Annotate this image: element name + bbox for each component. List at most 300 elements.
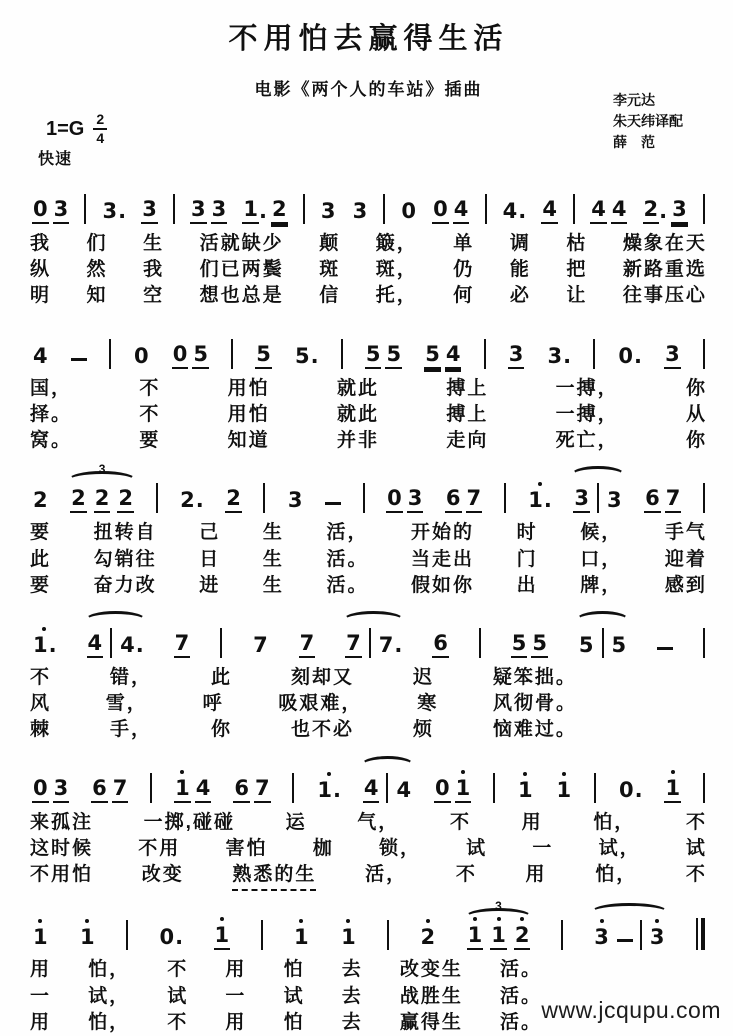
lyric-row <box>30 257 707 283</box>
octave-dot <box>461 770 465 774</box>
note-number: 0 <box>32 199 49 224</box>
lyric-cell: 要 <box>30 522 52 544</box>
note-number: 1 <box>33 632 48 657</box>
note-number: 2 <box>420 925 436 950</box>
lyric-row <box>30 402 707 428</box>
lyric-cell: 牌， <box>580 574 623 596</box>
note <box>32 775 49 803</box>
lyric-cell: 吸艰难， <box>278 693 363 715</box>
lyric-cell: 然 <box>86 259 108 281</box>
lyric-cell: 用怕 <box>227 377 270 399</box>
note <box>546 343 572 369</box>
beam-group <box>172 341 209 369</box>
note <box>590 199 607 224</box>
lyric-cell: 一掷,碰碰 <box>143 811 235 833</box>
note-number: 5 <box>385 344 402 369</box>
note <box>255 341 272 369</box>
lyric-cell: 不 <box>30 666 52 688</box>
lyric-cell: 活。 <box>499 985 542 1007</box>
augmentation-dot: . <box>543 488 552 513</box>
augmentation-dot: . <box>634 777 643 802</box>
note-number: 4 <box>611 199 628 224</box>
note-number: 7 <box>345 633 362 658</box>
lyric-cell: 不 <box>449 811 471 833</box>
lyric-row <box>30 862 707 891</box>
beam-group <box>365 341 402 369</box>
note <box>293 927 310 950</box>
note-number: 1 <box>33 925 48 950</box>
note-number: 0 <box>618 343 633 368</box>
note-number: 2 <box>643 199 660 224</box>
slur-group <box>578 628 627 658</box>
note-number: 1 <box>341 925 356 950</box>
slur-group <box>363 773 412 803</box>
lyric-cell: 不用 <box>138 837 181 859</box>
note <box>432 199 449 224</box>
note <box>320 201 337 224</box>
barline <box>640 920 642 950</box>
note-number: 3 <box>102 199 118 223</box>
lyric-row <box>30 283 707 309</box>
lyric-cell: 候， <box>580 522 623 544</box>
lyric-cell: 调 <box>509 233 531 254</box>
lyric-cell: 试 <box>283 985 305 1007</box>
note <box>643 199 668 224</box>
note <box>664 775 681 803</box>
note <box>179 490 204 513</box>
lyric-cell: 用 <box>30 1011 52 1033</box>
note-number: 5 <box>511 633 528 658</box>
lyric-cell: 战胜生 <box>399 985 463 1007</box>
augmentation-dot: . <box>332 777 341 802</box>
note-number: 5 <box>192 344 209 369</box>
lyric-cell: 活。 <box>326 548 369 570</box>
barline <box>597 483 599 513</box>
barline <box>383 194 385 224</box>
note <box>407 488 424 513</box>
barline <box>703 339 705 369</box>
lyric-cell: 活就缺少 <box>199 233 284 254</box>
lyric-cell: 用 <box>225 959 247 981</box>
lyric-cell: 生 <box>262 522 284 544</box>
barline <box>261 920 263 950</box>
triplet-number: 3 <box>495 899 502 914</box>
lyric-cell: 用怕 <box>227 403 270 425</box>
octave-dot <box>520 917 524 921</box>
note-number: 0 <box>386 488 403 513</box>
lyric-cell: 怕 <box>283 959 305 981</box>
note-number: 1 <box>518 777 533 802</box>
beam-group <box>242 199 287 224</box>
note <box>345 630 362 658</box>
lyric-cell: 活。 <box>499 959 542 981</box>
barline <box>303 194 305 224</box>
note-number: 0 <box>434 778 451 803</box>
lyric-cell: 试， <box>88 985 131 1007</box>
note <box>514 925 531 950</box>
octave-dot <box>655 919 659 923</box>
note <box>190 199 207 224</box>
barline <box>220 628 222 658</box>
note-number: 2 <box>180 488 195 513</box>
note <box>386 488 403 513</box>
lyric-cell: 们 <box>86 233 108 254</box>
score-meta <box>30 92 707 168</box>
note <box>611 199 628 224</box>
lyric-cell: 出 <box>516 574 538 596</box>
note <box>352 201 369 224</box>
barline <box>369 628 371 658</box>
notation-line <box>30 170 707 231</box>
lyric-cell: 生 <box>262 548 284 570</box>
note-number: 7 <box>112 778 129 803</box>
note <box>365 341 382 369</box>
lyric-cell: 一 <box>532 837 554 859</box>
lyric-cell: 新路重选 <box>622 259 707 281</box>
note-number: 3 <box>573 488 590 513</box>
note <box>91 775 108 803</box>
note-number: 1 <box>664 778 681 803</box>
notation-line <box>30 749 707 810</box>
lyric-cell: 此 <box>30 548 52 570</box>
lyric-cell: 就此 <box>336 377 379 399</box>
note-number: 4 <box>590 199 607 224</box>
note <box>53 199 70 224</box>
lyric-cell: 不 <box>455 864 477 886</box>
slur-group <box>345 628 402 658</box>
note <box>214 925 231 950</box>
lyric-row <box>30 665 707 691</box>
lyric-cell: 必 <box>509 285 531 307</box>
lyric-cell: 疑笨拙。 <box>492 666 577 688</box>
lyric-cell: 活。 <box>326 574 369 596</box>
note-number: 6 <box>445 488 462 513</box>
lyric-row <box>30 547 707 573</box>
note-number: 2 <box>225 488 242 513</box>
lyric-cell: 一 <box>225 985 247 1007</box>
note <box>400 201 417 224</box>
lyric-row <box>30 376 707 402</box>
lyric-cell: 你 <box>685 430 707 452</box>
note-number: 3 <box>508 344 525 369</box>
barline <box>231 339 233 369</box>
lyric-cell: 一搏， <box>555 377 619 399</box>
note <box>32 927 49 950</box>
lyric-cell: 锁， <box>378 837 421 859</box>
triplet-number: 3 <box>98 462 106 477</box>
lyric-cell: 枯 <box>566 233 588 254</box>
note-number: 1 <box>556 777 572 802</box>
note <box>242 199 267 224</box>
credits-block <box>613 90 683 153</box>
credit-line: 薛 范 <box>613 134 655 150</box>
lyric-cell: 此 <box>210 666 232 688</box>
augmentation-dot: . <box>310 343 319 368</box>
note <box>211 199 228 224</box>
augmentation-dot: . <box>195 488 204 513</box>
music-system-1 <box>30 170 707 310</box>
note <box>32 199 49 224</box>
lyric-cell: 去 <box>341 1011 363 1033</box>
lyric-cell: 纵 <box>30 259 52 281</box>
octave-dot <box>497 917 501 921</box>
barline <box>386 773 388 803</box>
lyric-cell: 不 <box>167 1011 189 1033</box>
lyric-cell: 用 <box>521 811 543 833</box>
octave-dot <box>538 482 542 486</box>
lyric-cell: 把 <box>566 259 588 281</box>
lyric-cell: 死亡， <box>555 430 619 452</box>
octave-dot <box>426 919 430 923</box>
augmentation-dot: . <box>563 343 572 368</box>
lyric-cell: 国， <box>30 377 73 399</box>
lyric-cell: 手气 <box>664 522 707 544</box>
octave-dot <box>180 770 184 774</box>
barline <box>479 628 481 658</box>
note <box>466 488 483 513</box>
note <box>671 199 688 224</box>
note-number: 4 <box>33 343 48 368</box>
note <box>541 199 558 224</box>
lyric-cell: 生 <box>262 574 284 596</box>
lyric-cell: 搏上 <box>446 403 489 425</box>
slur-group <box>87 628 144 658</box>
lyric-cell: 扭转自 <box>93 522 157 544</box>
note-number: 6 <box>91 778 108 803</box>
lyric-cell: 己 <box>199 522 221 544</box>
note-number: 4 <box>396 777 412 802</box>
lyric-cell: 试， <box>598 837 641 859</box>
lyric-cell: 用 <box>30 959 52 981</box>
note-number: 1 <box>214 925 231 950</box>
barline <box>363 483 365 513</box>
beam-group <box>190 199 227 224</box>
note <box>233 775 250 803</box>
note-number: 5 <box>255 344 272 369</box>
lyric-cell: 斑 <box>319 259 341 281</box>
note-number: 2 <box>94 488 111 513</box>
note <box>117 488 134 513</box>
note <box>119 632 144 658</box>
note-number: 2 <box>514 925 531 950</box>
lyric-cell: 簸， <box>375 233 418 254</box>
beam-group <box>511 630 548 658</box>
note <box>527 490 552 513</box>
lyric-cell: 斑， <box>375 259 418 281</box>
beam-group <box>643 199 688 224</box>
music-system-3 <box>30 459 707 599</box>
slur-group <box>593 920 665 950</box>
note <box>385 341 402 369</box>
lyric-cell: 气， <box>357 811 400 833</box>
note <box>420 927 437 950</box>
augmentation-dot: . <box>175 925 184 950</box>
lyric-row <box>30 836 707 862</box>
barline <box>387 920 389 950</box>
lyric-row <box>30 231 707 257</box>
note-number: 7 <box>299 633 316 658</box>
note-number: 1 <box>294 925 309 950</box>
note <box>287 490 304 513</box>
note-number: 4 <box>87 633 104 658</box>
song-subtitle: 电影《两个人的车站》插曲 <box>254 80 483 99</box>
beam-group <box>590 199 627 224</box>
lyric-cell: 用 <box>525 864 547 886</box>
note <box>32 490 49 513</box>
lyric-cell: 怕， <box>593 811 636 833</box>
note <box>271 199 288 224</box>
credit-line: 朱天纬译配 <box>613 113 683 129</box>
lyric-cell: 这时候 <box>30 837 94 859</box>
barline <box>292 773 294 803</box>
note-number: 7 <box>665 488 682 513</box>
lyric-cell: 迎着 <box>664 548 707 570</box>
note-number: 1 <box>317 777 332 802</box>
augmentation-dot: . <box>659 199 668 223</box>
note <box>593 927 610 950</box>
octave-dot <box>473 917 477 921</box>
lyric-cell: 口， <box>580 548 623 570</box>
note-number: 1 <box>242 199 259 224</box>
note-number: 6 <box>432 633 449 658</box>
lyric-cell: 能 <box>509 259 531 281</box>
note-number: 7 <box>466 488 483 513</box>
note-number: 4 <box>445 344 462 369</box>
barline <box>703 483 705 513</box>
note <box>53 775 70 803</box>
lyric-cell: 一 <box>30 985 52 1007</box>
note <box>159 927 184 950</box>
beam-group <box>174 775 211 803</box>
note-number: 2 <box>70 488 87 513</box>
note-number: 3 <box>287 488 303 513</box>
note-number: 1 <box>80 925 95 950</box>
barline <box>573 194 575 224</box>
lyric-cell: 日 <box>199 548 221 570</box>
note <box>101 201 126 224</box>
note <box>617 343 642 369</box>
lyric-cell: 开始的 <box>411 522 475 544</box>
note-number: 5 <box>578 632 594 657</box>
note <box>340 927 357 950</box>
note-number: 1 <box>490 925 507 950</box>
note <box>531 630 548 658</box>
lyric-cell: 从 <box>685 403 707 425</box>
note <box>192 341 209 369</box>
note <box>490 925 507 950</box>
credit-line: 李元达 <box>613 92 655 108</box>
note <box>87 630 104 658</box>
note-number: 3 <box>53 778 70 803</box>
note-number: 3 <box>407 488 424 513</box>
dash-note <box>617 939 633 942</box>
beam-group <box>32 199 69 224</box>
lyric-cell: 当走出 <box>411 548 475 570</box>
note <box>299 630 316 658</box>
note-number: 3 <box>594 925 609 950</box>
note <box>316 777 341 803</box>
lyric-cell: 假如你 <box>411 574 475 596</box>
note-number: 5 <box>611 632 627 657</box>
lyric-cell: 雪， <box>105 693 148 715</box>
note-number: 3 <box>664 344 681 369</box>
lyric-row <box>30 520 707 546</box>
final-barline <box>696 918 705 950</box>
lyric-cell: 窝。 <box>30 430 73 452</box>
octave-dot <box>523 772 527 776</box>
note <box>453 199 470 224</box>
lyric-cell: 运 <box>285 811 307 833</box>
note <box>195 775 212 803</box>
lyric-cell: 并非 <box>336 430 379 452</box>
lyric-cell: 活， <box>326 522 369 544</box>
note <box>618 777 643 803</box>
lyric-cell: 我 <box>143 259 165 281</box>
note-number: 2 <box>271 199 288 224</box>
lyric-cell: 风 <box>30 693 52 715</box>
note <box>363 775 380 803</box>
lyric-cell: 要 <box>30 574 52 596</box>
barline <box>602 628 604 658</box>
note <box>252 632 269 658</box>
octave-dot <box>346 919 350 923</box>
lyric-cell: 刻却又 <box>290 666 354 688</box>
note-number: 0 <box>32 778 49 803</box>
lyric-cell: 试 <box>167 985 189 1007</box>
augmentation-dot: . <box>259 199 267 223</box>
lyric-cell: 手， <box>109 719 152 741</box>
lyric-cell: 感到 <box>664 574 707 596</box>
note <box>445 488 462 513</box>
augmentation-dot: . <box>135 632 144 657</box>
note <box>174 775 191 803</box>
beam-group <box>233 775 270 803</box>
barline <box>126 920 128 950</box>
beam-group <box>445 488 482 513</box>
octave-dot <box>671 770 675 774</box>
lyric-cell: 空 <box>143 285 165 307</box>
note-number: 3 <box>671 199 688 224</box>
lyric-cell: 奋力改 <box>93 574 157 596</box>
note <box>644 488 661 513</box>
augmentation-dot: . <box>48 632 57 657</box>
barline <box>484 339 486 369</box>
lyric-row <box>30 428 707 454</box>
notation-line <box>30 604 707 665</box>
note-number: 4 <box>453 199 470 224</box>
note-number: 4 <box>541 199 558 224</box>
note-number: 6 <box>644 488 661 513</box>
lyric-cell: 单 <box>453 233 475 254</box>
barline <box>109 339 111 369</box>
octave-dot <box>38 919 42 923</box>
tempo-marking: 快速 <box>38 151 73 168</box>
octave-dot <box>600 919 604 923</box>
lyric-cell: 来孤注 <box>30 811 94 833</box>
barline <box>703 194 705 224</box>
music-system-4 <box>30 604 707 744</box>
lyric-cell: 怕， <box>88 1011 131 1033</box>
lyric-cell: 择。 <box>30 403 73 425</box>
lyric-cell: 风彻骨。 <box>492 693 577 715</box>
lyric-cell: 信 <box>319 285 341 307</box>
note-number: 3 <box>547 343 563 368</box>
octave-dot <box>327 772 331 776</box>
lyric-cell: 呼 <box>202 693 224 715</box>
lyric-cell: 用 <box>225 1011 247 1033</box>
note-number: 1 <box>174 778 191 803</box>
lyric-cell: 不 <box>139 377 161 399</box>
